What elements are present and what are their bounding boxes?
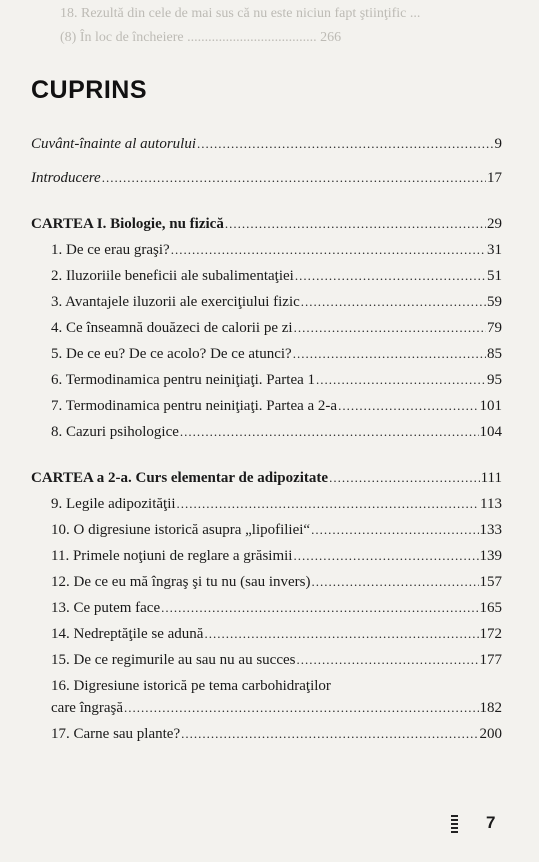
dot-leader — [177, 494, 480, 514]
toc-entry-label: Cuvânt-înainte al autorului — [31, 136, 196, 152]
toc-entry-page: 172 — [479, 626, 502, 642]
dot-leader — [293, 344, 486, 364]
dot-leader — [311, 520, 478, 540]
toc-entry — [51, 624, 502, 644]
toc-entry-label: 13. Ce putem face — [51, 600, 161, 616]
toc-entry-page: 113 — [480, 496, 502, 512]
toc-entry-page: 59 — [487, 294, 502, 310]
toc-entry-label: 8. Cazuri psihologice — [51, 424, 179, 440]
toc-entry-page: 133 — [479, 522, 502, 538]
page-number: 7 — [486, 813, 496, 832]
toc-entry-page: 31 — [487, 242, 502, 258]
toc-entry-page: 182 — [479, 700, 502, 716]
toc-entry-page: 51 — [487, 268, 502, 284]
toc-entry-page: 85 — [487, 346, 502, 362]
toc-part-heading — [31, 214, 502, 234]
toc-entry-label: 15. De ce regimurile au sau nu au succes — [51, 652, 296, 668]
toc-entry-page: 200 — [479, 726, 502, 742]
dot-leader — [161, 598, 478, 618]
toc-entry — [51, 676, 451, 696]
toc-entry-label: 6. Termodinamica pentru neiniţiaţi. Partea 1 — [51, 372, 316, 388]
dot-leader — [297, 650, 479, 670]
toc-entry — [51, 572, 502, 592]
toc-entry — [51, 598, 502, 618]
toc-entry-page: 79 — [487, 320, 502, 336]
dot-leader — [301, 292, 486, 312]
toc-entry-page: 177 — [479, 652, 502, 668]
toc-entry-label: 7. Termodinamica pentru neiniţiaţi. Partea a 2-a — [51, 398, 338, 414]
toc-entry — [51, 318, 502, 338]
toc-entry — [51, 520, 502, 540]
dot-leader — [180, 422, 479, 442]
toc-entry — [51, 494, 502, 514]
toc-entry-page: 29 — [487, 216, 502, 232]
toc-part-heading — [31, 468, 502, 488]
toc-entry — [51, 240, 502, 260]
toc-entry-label: 16. Digresiune istorică pe tema carbohidraţilor — [51, 678, 331, 694]
toc-entry — [51, 370, 502, 390]
toc-entry-label: 17. Carne sau plante? — [51, 726, 181, 742]
toc-entry — [51, 650, 502, 670]
dot-leader — [329, 468, 480, 488]
toc-entry-label: Introducere — [31, 170, 101, 186]
dot-leader — [316, 370, 486, 390]
toc-entry-label: CARTEA a 2-a. Curs elementar de adipozitate — [31, 470, 329, 486]
toc-entry-label: 2. Iluzoriile beneficii ale subalimentaţiei — [51, 268, 294, 284]
toc-entry-label: 12. De ce eu mă îngraş şi tu nu (sau invers) — [51, 574, 311, 590]
toc-entry-page: 9 — [494, 136, 502, 152]
toc-entry-page: 157 — [479, 574, 502, 590]
bleed-line: 18. Rezultă din cele de mai sus că nu este niciun fapt ştiinţific ... — [60, 6, 421, 21]
dot-leader — [102, 168, 486, 188]
dot-leader — [338, 396, 478, 416]
dot-leader — [312, 572, 479, 592]
toc-entry-page: 139 — [479, 548, 502, 564]
toc-entry — [51, 546, 502, 566]
toc-entry-label: 3. Avantajele iluzorii ale exerciţiului fizic — [51, 294, 300, 310]
toc-entry-page: 165 — [479, 600, 502, 616]
toc-entry-label: care îngraşă — [51, 700, 124, 716]
toc-entry — [31, 168, 502, 188]
dot-leader — [225, 214, 486, 234]
toc-entry-label: 10. O digresiune istorică asupra „lipofiliei“ — [51, 522, 311, 538]
dot-leader — [124, 698, 478, 718]
page-title: CUPRINS — [31, 76, 148, 104]
toc-entry — [51, 396, 502, 416]
toc-entry — [51, 724, 502, 744]
toc-entry-label: 5. De ce eu? De ce acolo? De ce atunci? — [51, 346, 292, 362]
dot-leader — [171, 240, 486, 260]
toc-entry-page: 95 — [487, 372, 502, 388]
toc-entry — [51, 266, 502, 286]
toc-entry-page: 104 — [479, 424, 502, 440]
toc-entry — [51, 422, 502, 442]
dot-leader — [293, 546, 478, 566]
toc-entry — [51, 292, 502, 312]
dot-leader — [181, 724, 478, 744]
bleed-line: (8) În loc de încheiere ..................................... 266 — [60, 30, 342, 45]
dot-leader — [294, 318, 486, 338]
toc-entry-label: CARTEA I. Biologie, nu fizică — [31, 216, 224, 232]
dot-leader — [204, 624, 478, 644]
toc-entry — [51, 344, 502, 364]
toc-entry-page: 101 — [479, 398, 502, 414]
toc-entry-label: 11. Primele noţiuni de reglare a grăsimii — [51, 548, 293, 564]
folio-ornament — [451, 815, 458, 833]
toc-entry-page: 17 — [487, 170, 502, 186]
dot-leader — [197, 134, 494, 154]
toc-entry-label: 1. De ce erau graşi? — [51, 242, 170, 258]
dot-leader — [295, 266, 486, 286]
toc-entry-label: 4. Ce înseamnă douăzeci de calorii pe zi — [51, 320, 293, 336]
bleed-through-text — [0, 0, 539, 62]
toc-entry-continuation — [51, 698, 502, 718]
toc-entry-label: 14. Nedreptăţile se adună — [51, 626, 204, 642]
toc-entry — [31, 134, 502, 154]
toc-entry-label: 9. Legile adipozităţii — [51, 496, 176, 512]
toc-entry-page: 111 — [480, 470, 502, 486]
